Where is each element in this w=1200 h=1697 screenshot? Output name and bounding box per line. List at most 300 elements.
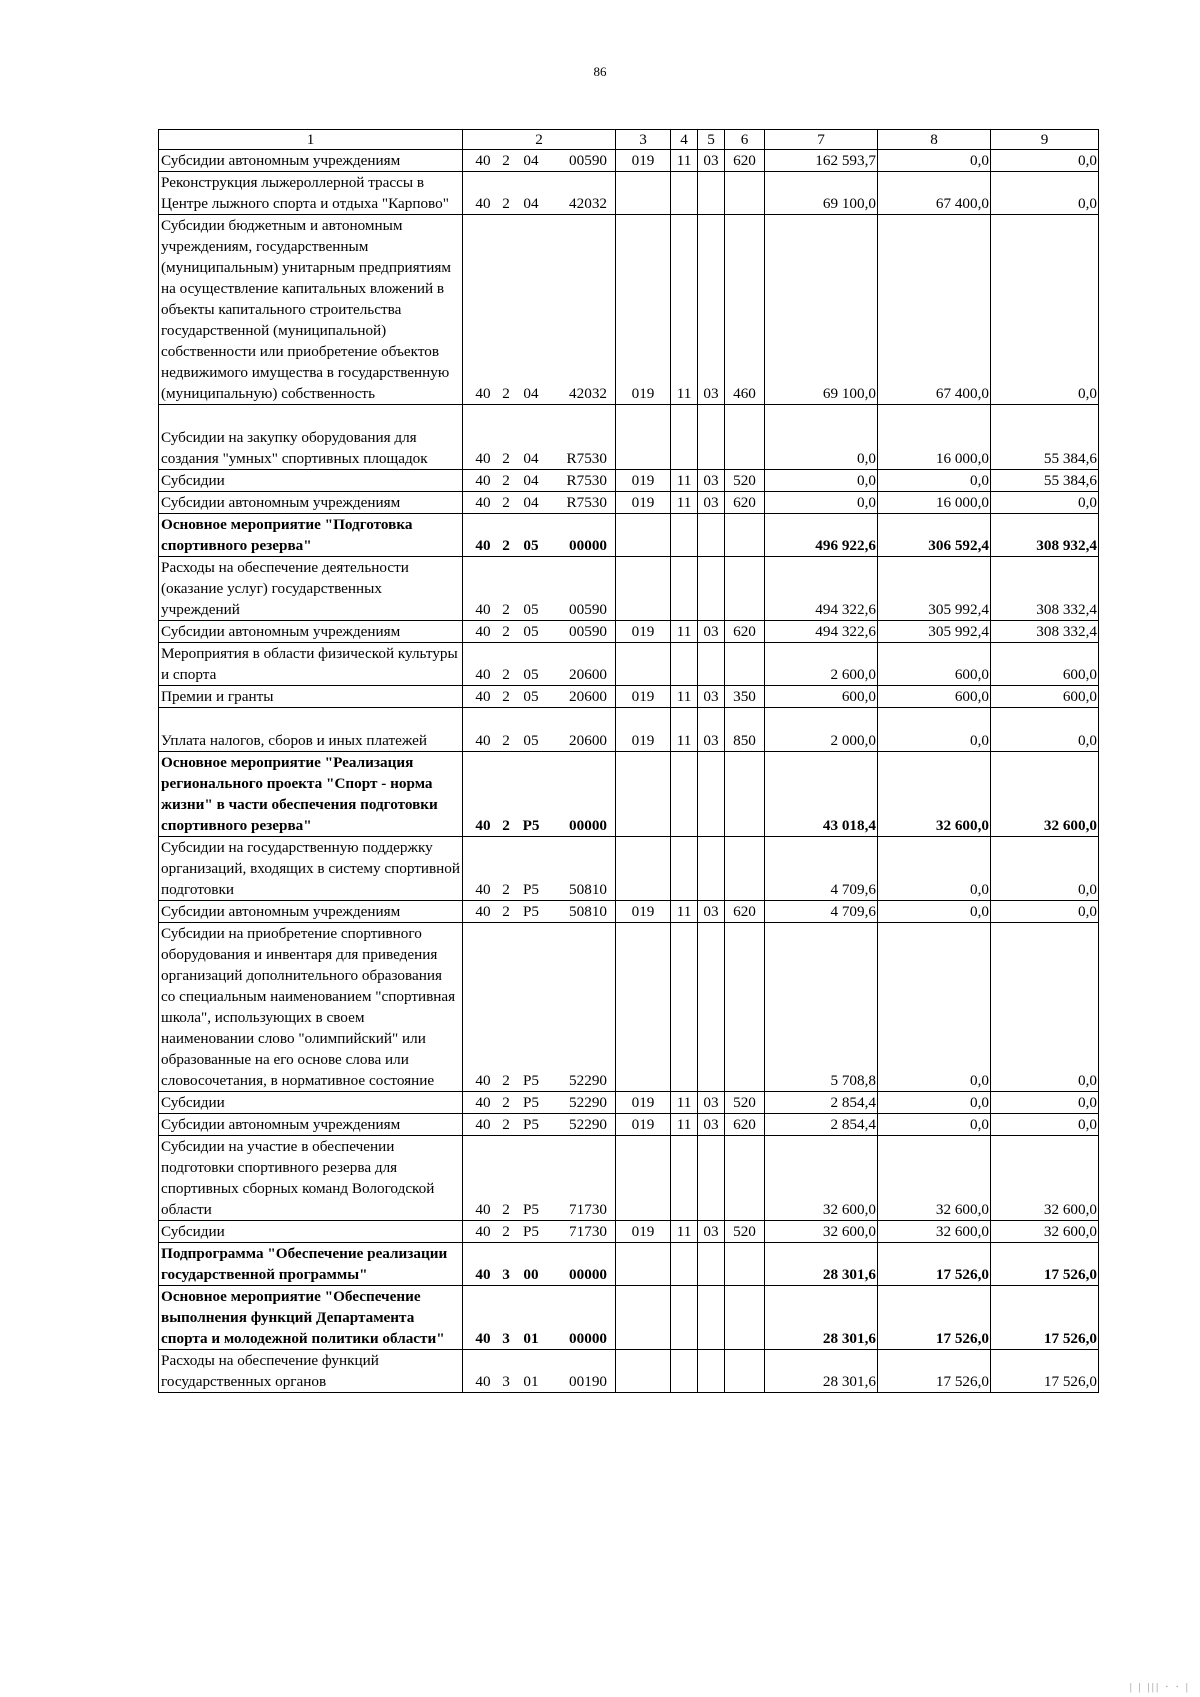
col-3-value: 019 xyxy=(616,150,671,172)
row-code xyxy=(463,643,616,686)
code-part-k3: P5 xyxy=(522,1116,540,1133)
col-9-amount: 308 332,4 xyxy=(991,557,1099,621)
col-3-value: 019 xyxy=(616,708,671,752)
col-7-amount: 494 322,6 xyxy=(765,621,878,643)
col-3-value xyxy=(616,1243,671,1286)
row-name: Основное мероприятие "Реализация регионального проекта "Спорт - норма жизни" в части обеспечения подготовки спортивного резерва" xyxy=(159,752,463,837)
row-code xyxy=(463,1243,616,1286)
col-8-amount: 17 526,0 xyxy=(878,1243,991,1286)
col-9-amount: 55 384,6 xyxy=(991,470,1099,492)
header-cell: 5 xyxy=(698,130,725,150)
col-5-value: 03 xyxy=(698,1221,725,1243)
col-8-amount: 0,0 xyxy=(878,837,991,901)
code-part-k3: P5 xyxy=(522,903,540,920)
col-5-value xyxy=(698,1136,725,1221)
col-4-value: 11 xyxy=(671,901,698,923)
row-code xyxy=(463,1114,616,1136)
col-4-value: 11 xyxy=(671,1221,698,1243)
code-part-k1: 40 xyxy=(475,472,491,489)
code-part-k4: 52290 xyxy=(569,1094,607,1111)
col-9-amount: 17 526,0 xyxy=(991,1243,1099,1286)
code-part-k3: 05 xyxy=(523,732,539,749)
code-part-k3: 05 xyxy=(523,537,539,554)
code-part-k1: 40 xyxy=(475,817,491,834)
col-8-amount: 16 000,0 xyxy=(878,405,991,470)
table-row xyxy=(159,172,1099,215)
col-5-value: 03 xyxy=(698,1114,725,1136)
row-code xyxy=(463,492,616,514)
row-name: Субсидии бюджетным и автономным учреждениям, государственным (муниципальным) унитарным предприятиям на осуществление капитальных вложений в объекты капитального строительства государственной (муниципальной) собственности или приобретение объектов недвижимого имущества в государственную (муниципальную) собственность xyxy=(159,215,463,405)
col-5-value: 03 xyxy=(698,150,725,172)
row-code xyxy=(463,150,616,172)
code-part-k2: 2 xyxy=(502,1223,510,1240)
col-6-value: 620 xyxy=(725,150,765,172)
code-part-k2: 2 xyxy=(502,1201,510,1218)
col-9-amount: 0,0 xyxy=(991,1092,1099,1114)
col-3-value: 019 xyxy=(616,470,671,492)
code-part-k4: 00000 xyxy=(569,1330,607,1347)
table-row xyxy=(159,708,1099,752)
col-6-value xyxy=(725,172,765,215)
col-8-amount: 306 592,4 xyxy=(878,514,991,557)
col-5-value: 03 xyxy=(698,215,725,405)
col-9-amount: 0,0 xyxy=(991,923,1099,1092)
col-7-amount: 32 600,0 xyxy=(765,1221,878,1243)
code-part-k1: 40 xyxy=(475,732,491,749)
col-4-value xyxy=(671,1136,698,1221)
code-part-k4: 00000 xyxy=(569,1266,607,1283)
row-code xyxy=(463,923,616,1092)
col-5-value xyxy=(698,643,725,686)
col-5-value xyxy=(698,1243,725,1286)
row-code xyxy=(463,1136,616,1221)
col-6-value xyxy=(725,837,765,901)
code-part-k3: 04 xyxy=(523,472,539,489)
col-8-amount: 32 600,0 xyxy=(878,752,991,837)
col-6-value xyxy=(725,1243,765,1286)
table-row xyxy=(159,752,1099,837)
code-part-k3: 04 xyxy=(523,195,539,212)
col-7-amount: 5 708,8 xyxy=(765,923,878,1092)
col-5-value: 03 xyxy=(698,901,725,923)
col-3-value xyxy=(616,643,671,686)
row-code xyxy=(463,621,616,643)
code-part-k2: 2 xyxy=(502,1116,510,1133)
col-4-value: 11 xyxy=(671,686,698,708)
table-row xyxy=(159,1114,1099,1136)
code-part-k1: 40 xyxy=(475,385,491,402)
code-part-k2: 2 xyxy=(502,450,510,467)
col-6-value: 620 xyxy=(725,901,765,923)
col-4-value: 11 xyxy=(671,215,698,405)
col-9-amount: 55 384,6 xyxy=(991,405,1099,470)
budget-table xyxy=(158,129,1099,1393)
row-name: Реконструкция лыжероллерной трассы в Центре лыжного спорта и отдыха "Карпово" xyxy=(159,172,463,215)
code-part-k2: 2 xyxy=(502,472,510,489)
code-part-k1: 40 xyxy=(475,1094,491,1111)
code-part-k2: 3 xyxy=(502,1266,510,1283)
code-part-k1: 40 xyxy=(475,666,491,683)
header-cell: 4 xyxy=(671,130,698,150)
col-9-amount: 0,0 xyxy=(991,1114,1099,1136)
col-8-amount: 0,0 xyxy=(878,1092,991,1114)
col-7-amount: 28 301,6 xyxy=(765,1350,878,1393)
col-6-value: 520 xyxy=(725,1221,765,1243)
col-3-value xyxy=(616,1350,671,1393)
col-3-value xyxy=(616,405,671,470)
col-6-value xyxy=(725,1136,765,1221)
code-part-k2: 2 xyxy=(502,1094,510,1111)
col-9-amount: 32 600,0 xyxy=(991,1136,1099,1221)
col-9-amount: 600,0 xyxy=(991,643,1099,686)
code-part-k3: 04 xyxy=(523,494,539,511)
code-part-k3: 05 xyxy=(523,688,539,705)
code-part-k1: 40 xyxy=(475,1201,491,1218)
col-5-value xyxy=(698,923,725,1092)
col-5-value: 03 xyxy=(698,470,725,492)
code-part-k1: 40 xyxy=(475,688,491,705)
col-5-value xyxy=(698,1350,725,1393)
code-part-k4: 00000 xyxy=(569,817,607,834)
code-part-k4: R7530 xyxy=(566,450,607,467)
row-name: Субсидии на закупку оборудования для создания "умных" спортивных площадок xyxy=(159,405,463,470)
header-cell: 3 xyxy=(616,130,671,150)
table-row xyxy=(159,492,1099,514)
col-7-amount: 69 100,0 xyxy=(765,172,878,215)
col-3-value: 019 xyxy=(616,1114,671,1136)
row-code xyxy=(463,172,616,215)
col-8-amount: 305 992,4 xyxy=(878,557,991,621)
code-part-k3: P5 xyxy=(522,1201,540,1218)
row-name: Расходы на обеспечение функций государственных органов xyxy=(159,1350,463,1393)
code-part-k2: 3 xyxy=(502,1373,510,1390)
col-6-value: 350 xyxy=(725,686,765,708)
col-3-value: 019 xyxy=(616,901,671,923)
col-7-amount: 494 322,6 xyxy=(765,557,878,621)
row-name: Субсидии xyxy=(159,470,463,492)
code-part-k2: 2 xyxy=(502,666,510,683)
col-9-amount: 0,0 xyxy=(991,708,1099,752)
table-row xyxy=(159,837,1099,901)
table-row xyxy=(159,1286,1099,1350)
code-part-k3: 05 xyxy=(523,601,539,618)
code-part-k1: 40 xyxy=(475,1072,491,1089)
row-code xyxy=(463,752,616,837)
code-part-k4: 42032 xyxy=(569,385,607,402)
col-4-value: 11 xyxy=(671,708,698,752)
header-cell: 7 xyxy=(765,130,878,150)
row-code xyxy=(463,514,616,557)
col-4-value: 11 xyxy=(671,1114,698,1136)
code-part-k2: 2 xyxy=(502,1072,510,1089)
col-7-amount: 0,0 xyxy=(765,470,878,492)
col-8-amount: 0,0 xyxy=(878,1114,991,1136)
code-part-k3: 05 xyxy=(523,666,539,683)
col-9-amount: 0,0 xyxy=(991,901,1099,923)
col-4-value xyxy=(671,643,698,686)
table-row xyxy=(159,405,1099,470)
col-3-value xyxy=(616,923,671,1092)
col-4-value xyxy=(671,405,698,470)
col-7-amount: 600,0 xyxy=(765,686,878,708)
code-part-k1: 40 xyxy=(475,1266,491,1283)
col-6-value: 520 xyxy=(725,1092,765,1114)
col-6-value xyxy=(725,405,765,470)
code-part-k4: 50810 xyxy=(569,881,607,898)
col-6-value: 850 xyxy=(725,708,765,752)
col-3-value: 019 xyxy=(616,215,671,405)
row-code xyxy=(463,1221,616,1243)
table-row xyxy=(159,1221,1099,1243)
col-3-value: 019 xyxy=(616,1221,671,1243)
col-4-value xyxy=(671,172,698,215)
row-code xyxy=(463,1286,616,1350)
header-cell: 2 xyxy=(463,130,616,150)
col-8-amount: 305 992,4 xyxy=(878,621,991,643)
code-part-k1: 40 xyxy=(475,494,491,511)
col-5-value: 03 xyxy=(698,1092,725,1114)
code-part-k4: 00590 xyxy=(569,152,607,169)
col-6-value xyxy=(725,514,765,557)
col-4-value xyxy=(671,1350,698,1393)
table-row xyxy=(159,686,1099,708)
col-4-value xyxy=(671,1243,698,1286)
table-row xyxy=(159,923,1099,1092)
col-8-amount: 600,0 xyxy=(878,643,991,686)
row-name: Премии и гранты xyxy=(159,686,463,708)
col-5-value: 03 xyxy=(698,621,725,643)
col-7-amount: 162 593,7 xyxy=(765,150,878,172)
code-part-k3: 04 xyxy=(523,385,539,402)
col-7-amount: 32 600,0 xyxy=(765,1136,878,1221)
code-part-k3: 05 xyxy=(523,623,539,640)
col-8-amount: 67 400,0 xyxy=(878,172,991,215)
col-3-value: 019 xyxy=(616,686,671,708)
col-6-value xyxy=(725,557,765,621)
code-part-k2: 2 xyxy=(502,817,510,834)
row-name: Субсидии автономным учреждениям xyxy=(159,901,463,923)
col-9-amount: 0,0 xyxy=(991,172,1099,215)
table-row xyxy=(159,215,1099,405)
row-name: Подпрограмма "Обеспечение реализации государственной программы" xyxy=(159,1243,463,1286)
col-9-amount: 0,0 xyxy=(991,492,1099,514)
code-part-k4: 00590 xyxy=(569,623,607,640)
code-part-k3: 04 xyxy=(523,450,539,467)
code-part-k3: P5 xyxy=(522,1072,540,1089)
col-6-value: 460 xyxy=(725,215,765,405)
table-row xyxy=(159,470,1099,492)
table-row xyxy=(159,514,1099,557)
code-part-k1: 40 xyxy=(475,537,491,554)
table-header-row xyxy=(159,130,1099,150)
row-code xyxy=(463,708,616,752)
code-part-k4: 20600 xyxy=(569,688,607,705)
code-part-k3: P5 xyxy=(522,1223,540,1240)
code-part-k4: 52290 xyxy=(569,1072,607,1089)
code-part-k1: 40 xyxy=(475,1373,491,1390)
col-5-value xyxy=(698,837,725,901)
col-3-value: 019 xyxy=(616,1092,671,1114)
col-4-value xyxy=(671,514,698,557)
code-part-k3: P5 xyxy=(522,817,540,834)
row-name: Субсидии автономным учреждениям xyxy=(159,492,463,514)
col-6-value xyxy=(725,923,765,1092)
code-part-k1: 40 xyxy=(475,623,491,640)
col-5-value xyxy=(698,1286,725,1350)
col-3-value xyxy=(616,514,671,557)
col-6-value: 620 xyxy=(725,492,765,514)
col-6-value xyxy=(725,643,765,686)
col-3-value xyxy=(616,557,671,621)
code-part-k1: 40 xyxy=(475,601,491,618)
col-3-value: 019 xyxy=(616,492,671,514)
code-part-k3: P5 xyxy=(522,1094,540,1111)
col-7-amount: 496 922,6 xyxy=(765,514,878,557)
col-8-amount: 17 526,0 xyxy=(878,1350,991,1393)
code-part-k4: 50810 xyxy=(569,903,607,920)
row-code xyxy=(463,837,616,901)
code-part-k2: 2 xyxy=(502,385,510,402)
table-row xyxy=(159,1136,1099,1221)
col-8-amount: 32 600,0 xyxy=(878,1136,991,1221)
code-part-k4: 71730 xyxy=(569,1223,607,1240)
table-row xyxy=(159,557,1099,621)
code-part-k1: 40 xyxy=(475,195,491,212)
col-6-value xyxy=(725,1286,765,1350)
row-name: Субсидии на приобретение спортивного оборудования и инвентаря для приведения организаций дополнительного образования со специальным наименованием "спортивная школа", использующих в своем наименовании слово "олимпийский" или образованные на его основе слова или словосочетания, в нормативное состояние xyxy=(159,923,463,1092)
table-row xyxy=(159,901,1099,923)
col-8-amount: 16 000,0 xyxy=(878,492,991,514)
col-3-value xyxy=(616,1286,671,1350)
col-6-value: 620 xyxy=(725,621,765,643)
scan-artifact: | | ||| · · | xyxy=(1129,1681,1190,1693)
row-name: Субсидии автономным учреждениям xyxy=(159,621,463,643)
row-code xyxy=(463,215,616,405)
code-part-k3: P5 xyxy=(522,881,540,898)
col-6-value xyxy=(725,752,765,837)
col-7-amount: 43 018,4 xyxy=(765,752,878,837)
col-7-amount: 0,0 xyxy=(765,405,878,470)
header-cell: 6 xyxy=(725,130,765,150)
col-4-value: 11 xyxy=(671,150,698,172)
col-9-amount: 600,0 xyxy=(991,686,1099,708)
code-part-k1: 40 xyxy=(475,903,491,920)
col-8-amount: 67 400,0 xyxy=(878,215,991,405)
col-4-value xyxy=(671,557,698,621)
table-row xyxy=(159,1092,1099,1114)
code-part-k4: 71730 xyxy=(569,1201,607,1218)
col-5-value: 03 xyxy=(698,686,725,708)
code-part-k2: 2 xyxy=(502,732,510,749)
code-part-k4: R7530 xyxy=(566,472,607,489)
code-part-k2: 2 xyxy=(502,623,510,640)
row-name: Субсидии xyxy=(159,1221,463,1243)
table-row xyxy=(159,643,1099,686)
col-7-amount: 4 709,6 xyxy=(765,837,878,901)
code-part-k4: 00000 xyxy=(569,537,607,554)
col-8-amount: 0,0 xyxy=(878,470,991,492)
col-9-amount: 32 600,0 xyxy=(991,1221,1099,1243)
col-4-value xyxy=(671,923,698,1092)
row-name: Субсидии на государственную поддержку организаций, входящих в систему спортивной подготовки xyxy=(159,837,463,901)
col-7-amount: 2 000,0 xyxy=(765,708,878,752)
col-5-value xyxy=(698,752,725,837)
code-part-k2: 2 xyxy=(502,601,510,618)
col-4-value: 11 xyxy=(671,470,698,492)
col-9-amount: 308 332,4 xyxy=(991,621,1099,643)
header-cell: 1 xyxy=(159,130,463,150)
code-part-k4: 52290 xyxy=(569,1116,607,1133)
col-7-amount: 69 100,0 xyxy=(765,215,878,405)
col-4-value xyxy=(671,837,698,901)
col-5-value xyxy=(698,172,725,215)
col-8-amount: 0,0 xyxy=(878,150,991,172)
code-part-k1: 40 xyxy=(475,152,491,169)
row-name: Мероприятия в области физической культуры и спорта xyxy=(159,643,463,686)
code-part-k4: 00190 xyxy=(569,1373,607,1390)
header-cell: 9 xyxy=(991,130,1099,150)
col-8-amount: 0,0 xyxy=(878,708,991,752)
row-name: Субсидии на участие в обеспечении подготовки спортивного резерва для спортивных сборных команд Вологодской области xyxy=(159,1136,463,1221)
row-code xyxy=(463,686,616,708)
row-name: Основное мероприятие "Подготовка спортивного резерва" xyxy=(159,514,463,557)
row-name: Уплата налогов, сборов и иных платежей xyxy=(159,708,463,752)
row-code xyxy=(463,470,616,492)
row-name: Субсидии автономным учреждениям xyxy=(159,150,463,172)
table-row xyxy=(159,150,1099,172)
col-8-amount: 32 600,0 xyxy=(878,1221,991,1243)
code-part-k1: 40 xyxy=(475,1116,491,1133)
code-part-k2: 2 xyxy=(502,537,510,554)
code-part-k4: 42032 xyxy=(569,195,607,212)
col-3-value xyxy=(616,752,671,837)
table-row xyxy=(159,621,1099,643)
row-name: Основное мероприятие "Обеспечение выполнения функций Департамента спорта и молодежной политики области" xyxy=(159,1286,463,1350)
col-9-amount: 0,0 xyxy=(991,215,1099,405)
table-row xyxy=(159,1243,1099,1286)
code-part-k1: 40 xyxy=(475,881,491,898)
code-part-k3: 01 xyxy=(523,1330,539,1347)
col-6-value: 520 xyxy=(725,470,765,492)
code-part-k3: 01 xyxy=(523,1373,539,1390)
row-name: Расходы на обеспечение деятельности (оказание услуг) государственных учреждений xyxy=(159,557,463,621)
col-8-amount: 0,0 xyxy=(878,923,991,1092)
code-part-k1: 40 xyxy=(475,1330,491,1347)
code-part-k4: 20600 xyxy=(569,666,607,683)
col-4-value: 11 xyxy=(671,621,698,643)
col-9-amount: 0,0 xyxy=(991,150,1099,172)
code-part-k2: 2 xyxy=(502,881,510,898)
col-4-value: 11 xyxy=(671,492,698,514)
col-8-amount: 600,0 xyxy=(878,686,991,708)
col-6-value: 620 xyxy=(725,1114,765,1136)
col-8-amount: 17 526,0 xyxy=(878,1286,991,1350)
row-code xyxy=(463,557,616,621)
col-9-amount: 0,0 xyxy=(991,837,1099,901)
page-number: 86 xyxy=(593,64,607,79)
row-code xyxy=(463,901,616,923)
col-5-value xyxy=(698,514,725,557)
header-cell: 8 xyxy=(878,130,991,150)
code-part-k2: 2 xyxy=(502,688,510,705)
col-7-amount: 2 854,4 xyxy=(765,1092,878,1114)
row-code xyxy=(463,1092,616,1114)
col-4-value: 11 xyxy=(671,1092,698,1114)
col-9-amount: 32 600,0 xyxy=(991,752,1099,837)
col-4-value xyxy=(671,752,698,837)
code-part-k3: 04 xyxy=(523,152,539,169)
row-name: Субсидии автономным учреждениям xyxy=(159,1114,463,1136)
